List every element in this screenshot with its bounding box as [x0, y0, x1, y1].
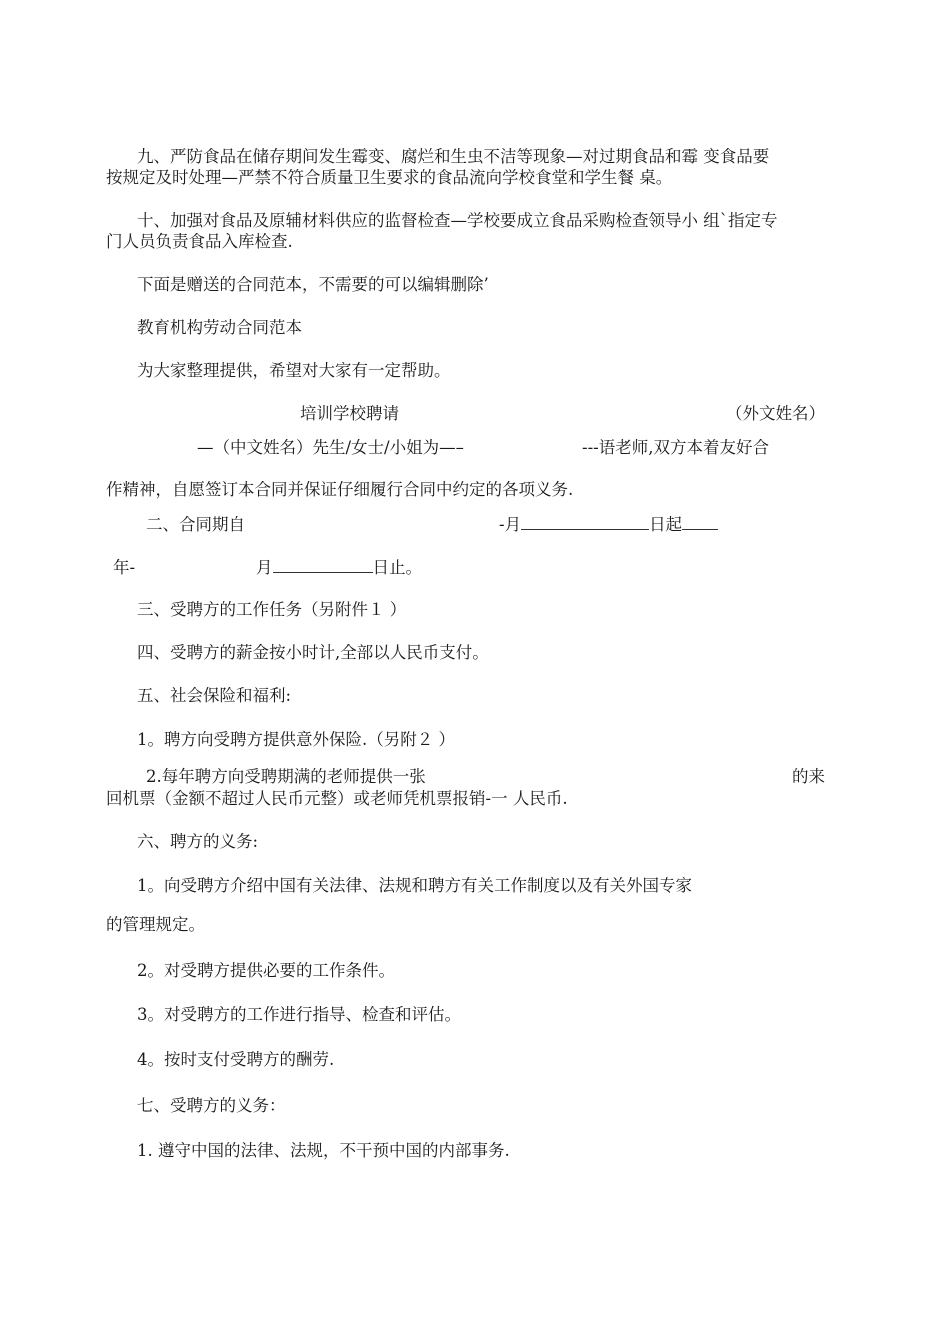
section-5: 五、社会保险和福利:: [137, 686, 292, 705]
term-start-day-blank: [682, 515, 718, 530]
section-6-item-2: 2。对受聘方提供必要的工作条件。: [137, 961, 395, 980]
cooperation-line: 作精神，自愿签订本合同并保证仔细履行合同中约定的各项义务.: [106, 480, 574, 499]
term-month-label: -月: [499, 515, 522, 534]
p10-line-2: 门人员负责食品入库检查.: [106, 232, 293, 251]
section-5-item-2-c: 回机票（金额不超过人民币元整）或老师凭机票报销-一 人民币.: [106, 789, 568, 808]
term-label: 二、合同期自: [146, 515, 245, 534]
helper-note: 为大家整理提供，希望对大家有一定帮助。: [137, 361, 451, 380]
section-6: 六、聘方的义务:: [137, 832, 259, 851]
section-5-item-1: 1。聘方向受聘方提供意外保险.（另附２ ）: [137, 730, 455, 749]
foreign-name-label: （外文姓名）: [726, 404, 825, 423]
language-teacher-line: ---语老师,双方本着友好合: [582, 438, 769, 457]
gift-note: 下面是赠送的合同范本，不需要的可以编辑删除’: [137, 275, 489, 294]
section-6-item-3: 3。对受聘方的工作进行指导、检查和评估。: [137, 1005, 461, 1024]
section-6-item-1-a: 1。向受聘方介绍中国有关法律、法规和聘方有关工作制度以及有关外国专家: [137, 876, 692, 895]
term-end-line: [256, 557, 422, 579]
section-6-item-4: 4。按时支付受聘方的酬劳.: [137, 1050, 335, 1069]
p9-line-2: 按规定及时处理—严禁不符合质量卫生要求的食品流向学校食堂和学生餐 桌。: [106, 168, 673, 187]
section-3: 三、受聘方的工作任务（另附件１ ）: [137, 600, 407, 619]
term-year-label: 年-: [113, 558, 136, 577]
p9-line-1: 九、严防食品在储存期间发生霉变、腐烂和生虫不洁等现象—对过期食品和霉 变食品要: [137, 147, 770, 166]
hire-school-label: 培训学校聘请: [300, 404, 399, 423]
term-month-start: [499, 514, 718, 536]
term-end-month-label: 月: [256, 558, 273, 577]
section-7: 七、受聘方的义务：: [137, 1096, 286, 1115]
term-end-month-blank: [273, 558, 373, 573]
term-end-day-label: 日止。: [372, 558, 422, 577]
section-7-item-1: 1. 遵守中国的法律、法规，不干预中国的内部事务.: [137, 1141, 510, 1160]
section-5-item-2-b: 的来: [792, 767, 825, 786]
chinese-name-line: —（中文姓名）先生/女士/小姐为—–: [197, 438, 464, 457]
contract-title: 教育机构劳动合同范本: [137, 318, 302, 337]
p10-line-1: 十、加强对食品及原辅材料供应的监督检查—学校要成立食品采购检查领导小 组`指定专: [137, 211, 778, 230]
term-start-day-label: 日起: [649, 515, 683, 534]
term-month-blank: [521, 515, 649, 530]
section-4: 四、受聘方的薪金按小时计,全部以人民币支付。: [137, 643, 489, 662]
section-6-item-1-b: 的管理规定。: [106, 915, 205, 934]
section-5-item-2-a: 2.每年聘方向受聘期满的老师提供一张: [146, 767, 426, 786]
